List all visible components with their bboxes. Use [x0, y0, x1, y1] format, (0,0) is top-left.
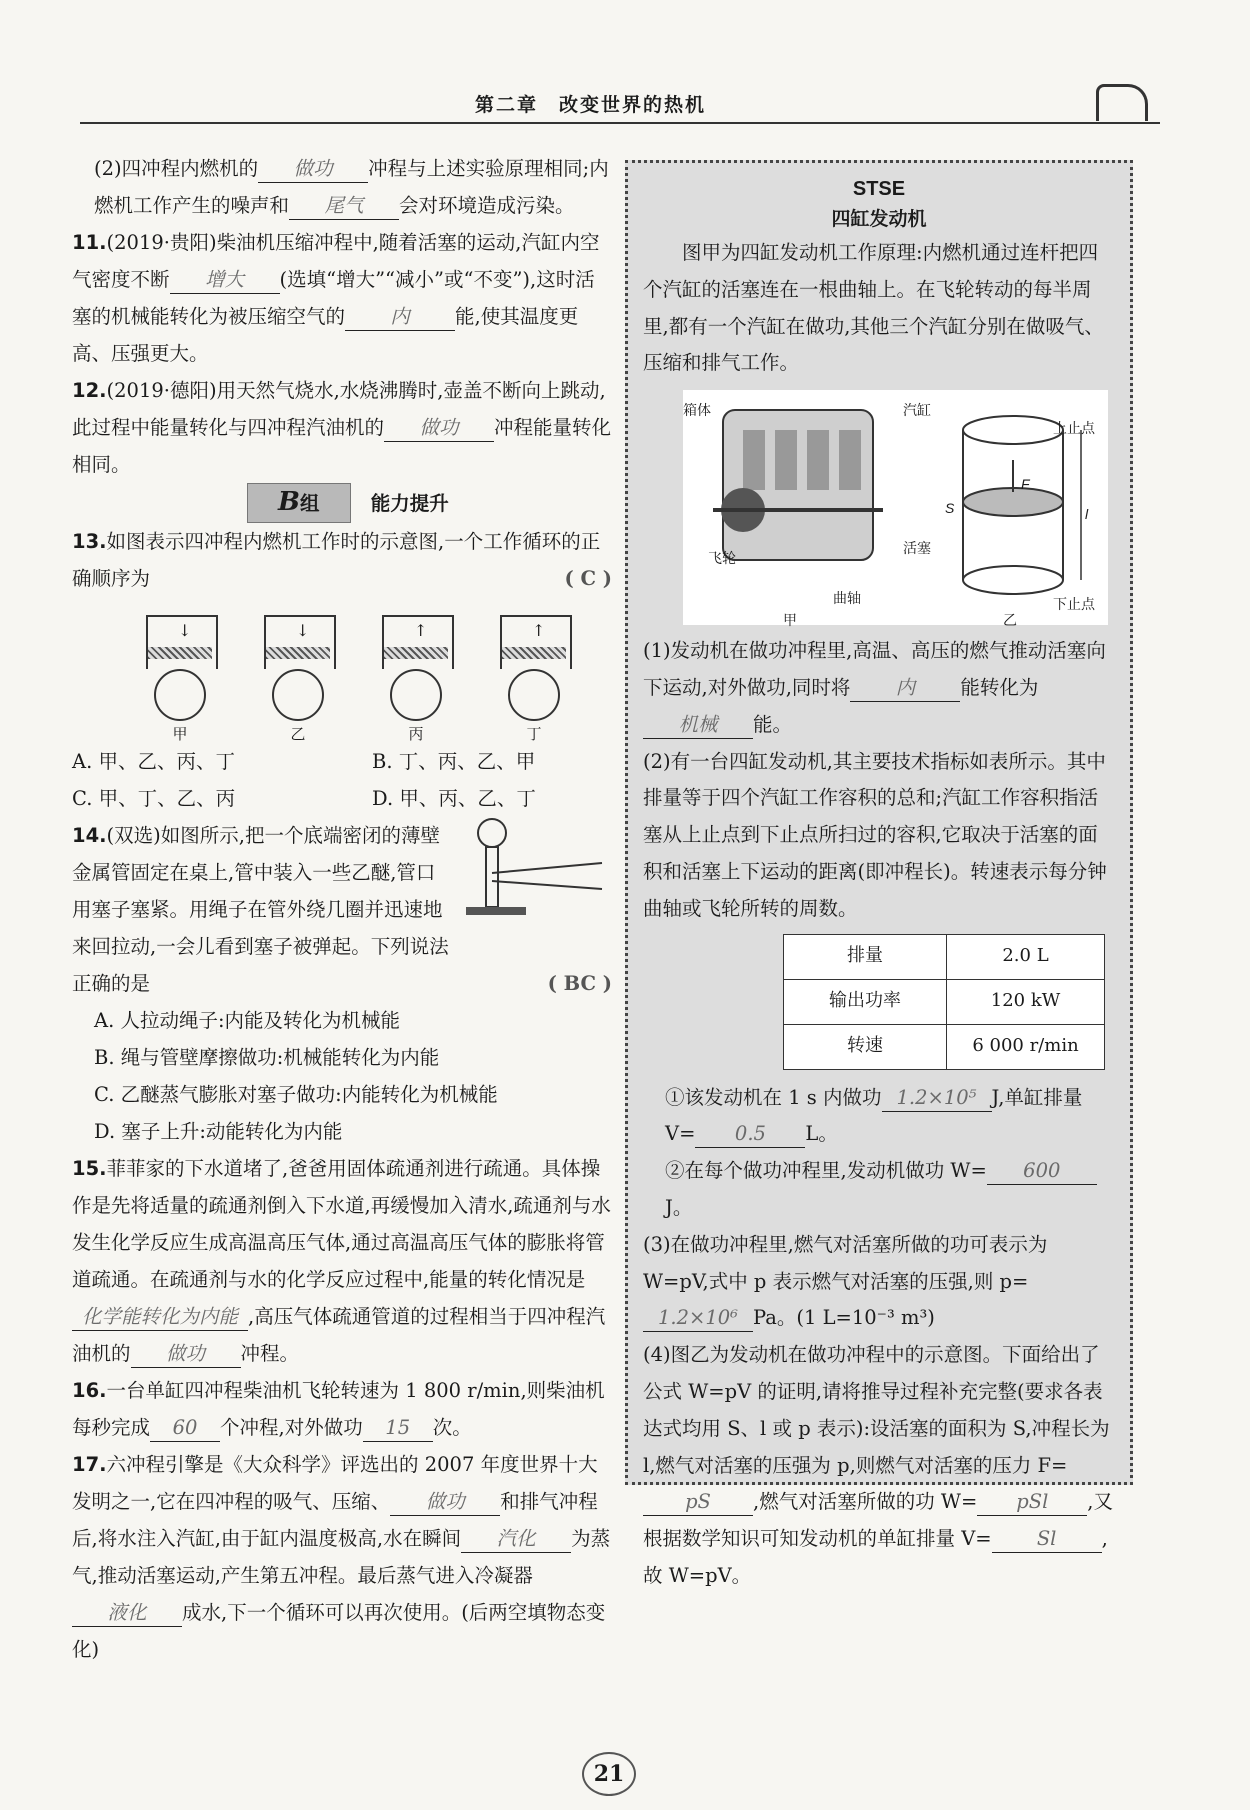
- engine-figure: 箱体 飞轮 曲轴 甲 汽缸 上止点 S F l 活塞 下止点 乙: [683, 390, 1108, 625]
- option: A. 人拉动绳子:内能及转化为机械能: [94, 1009, 401, 1032]
- microscope-logo-icon: [1096, 84, 1148, 121]
- answer-blank[interactable]: 增大: [170, 267, 280, 294]
- stse-part-4: (4)图乙为发动机在做功冲程中的示意图。下面给出了公式 W=pV 的证明,请将推导过程补充完整(要求各表达式均用 S、l 或 p 表示):设活塞的面积为 S,冲程长为 l,燃气对活塞的压强为 p,则燃气对活塞的压力 F=pS ,燃气对活塞所做的功 W= pSl ,又根据数学知识可知发动机的单缸排量 V= Sl ,故 W=pV。: [643, 1343, 1113, 1587]
- table-row: 转速 6 000 r/min: [784, 1024, 1105, 1069]
- question-10-part-2: (2)四冲程内燃机的 做功 冲程与上述实验原理相同;内燃机工作产生的噪声和 尾气 会对环境造成污染。: [72, 150, 612, 224]
- question-13-options: [72, 743, 612, 817]
- answer-blank[interactable]: 15: [363, 1415, 433, 1442]
- arrow-up-icon: ↑: [414, 621, 428, 640]
- option: D. 甲、丙、乙、丁: [372, 787, 536, 810]
- chapter-title: 第二章 改变世界的热机: [475, 94, 707, 116]
- stse-part-3: (3)在做功冲程里,燃气对活塞所做的功可表示为 W=pV,式中 p 表示燃气对活塞的压强,则 p=1.2×10⁶ Pa。(1 L=10⁻³ m³): [643, 1227, 1115, 1337]
- option: A. 甲、乙、丙、丁: [72, 750, 235, 773]
- answer-blank[interactable]: 汽化: [461, 1526, 571, 1553]
- answer-blank[interactable]: 化学能转化为内能: [72, 1304, 248, 1331]
- answer-blank[interactable]: 内: [345, 304, 455, 331]
- answer-blank[interactable]: 做功: [384, 415, 494, 442]
- page-number: 21: [582, 1752, 636, 1796]
- answer-blank[interactable]: 内: [850, 675, 960, 702]
- arrow-down-icon: ↓: [296, 621, 310, 640]
- stse-intro: 图甲为四缸发动机工作原理:内燃机通过连杆把四个汽缸的活塞连在一根曲轴上。在飞轮转动的每半周里,都有一个汽缸在做功,其他三个汽缸分别在做吸气、压缩和排气工作。: [643, 241, 1104, 375]
- left-column: [72, 150, 612, 1668]
- question-15: 15.菲菲家的下水道堵了,爸爸用固体疏通剂进行疏通。具体操作是先将适量的疏通剂倒入下水道,再缓慢加入清水,疏通剂与水发生化学反应生成高温高压气体,通过高温高压气体的膨胀将管道疏通。在疏通剂与水的化学反应过程中,能量的转化情况是化学能转化为内能 ,高压气体疏通管道的过程相当于四冲程汽油机的 做功 冲程。: [72, 1150, 612, 1372]
- engine-diagram: ↓ 乙: [250, 603, 346, 738]
- stse-part-1: (1)发动机在做功冲程里,高温、高压的燃气推动活塞向下运动,对外做功,同时将 内 能转化为机械 能。: [643, 633, 1115, 743]
- question-12: 12.(2019·德阳)用天然气烧水,水烧沸腾时,壶盖不断向上跳动,此过程中能量转化与四冲程汽油机的 做功 冲程能量转化相同。: [72, 379, 612, 476]
- table-row: 排量 2.0 L: [784, 934, 1105, 979]
- option: C. 甲、丁、乙、丙: [72, 787, 236, 810]
- question-17: 17.六冲程引擎是《大众科学》评选出的 2007 年度世界十大发明之一,它在四冲程的吸气、压缩、 做功 和排气冲程后,将水注入汽缸,由于缸内温度极高,水在瞬间 汽化 为蒸气,推动活塞运动,产生第五冲程。最后蒸气进入冷凝器液化 成水,下一个循环可以再次使用。(后两空填物态变化): [72, 1453, 611, 1661]
- answer-blank[interactable]: 0.5: [695, 1121, 805, 1148]
- answer-blank[interactable]: 做功: [258, 156, 368, 183]
- answer-blank[interactable]: pSl: [977, 1489, 1087, 1516]
- engine-diagram: ↑ 丁: [486, 603, 582, 738]
- question-14: 14.(双选)如图所示,把一个底端密闭的薄壁金属管固定在桌上,管中装入一些乙醚,管口用塞子塞紧。用绳子在管外绕几圈并迅速地来回拉动,一会儿看到塞子被弹起。下列说法正确的是 ( BC ): [72, 817, 612, 1002]
- answer-blank[interactable]: pS: [643, 1489, 753, 1516]
- stse-part-2b: ②在每个做功冲程里,发动机做功 W= 600J。: [643, 1153, 1115, 1227]
- answer-blank[interactable]: 1.2×10⁵: [882, 1085, 992, 1112]
- option: B. 丁、丙、乙、甲: [372, 750, 536, 773]
- answer-blank[interactable]: 60: [150, 1415, 220, 1442]
- answer-blank[interactable]: 液化: [72, 1600, 182, 1627]
- answer-blank[interactable]: 600: [987, 1158, 1097, 1185]
- group-badge: B组: [247, 483, 351, 523]
- table-row: 输出功率 120 kW: [784, 979, 1105, 1024]
- stse-label: STSE: [852, 178, 906, 200]
- arrow-down-icon: ↓: [178, 621, 192, 640]
- answer-mark: ( C ): [564, 567, 612, 590]
- answer-blank[interactable]: 尾气: [289, 193, 399, 220]
- arrow-up-icon: ↑: [532, 621, 546, 640]
- option: B. 绳与管壁摩擦做功:机械能转化为内能: [94, 1046, 440, 1069]
- group-heading: B组 能力提升: [72, 483, 612, 523]
- question-16: 16.一台单缸四冲程柴油机飞轮转速为 1 800 r/min,则柴油机每秒完成 60 个冲程,对外做功 15 次。: [72, 1372, 612, 1446]
- answer-blank[interactable]: 1.2×10⁶: [643, 1305, 753, 1332]
- option: C. 乙醚蒸气膨胀对塞子做功:内能转化为机械能: [94, 1083, 498, 1106]
- answer-blank[interactable]: 做功: [390, 1489, 500, 1516]
- answer-mark: ( BC ): [547, 972, 612, 995]
- answer-blank[interactable]: 做功: [131, 1341, 241, 1368]
- stse-title: 四缸发动机: [831, 208, 927, 230]
- answer-blank[interactable]: Sl: [992, 1526, 1102, 1553]
- engine-diagram: ↑ 丙: [368, 603, 464, 738]
- stse-part-2: (2)有一台四缸发动机,其主要技术指标如表所示。其中排量等于四个汽缸工作容积的总和;汽缸工作容积指活塞从上止点到下止点所扫过的容积,它取决于活塞的面积和活塞上下运动的距离(即冲程长)。转速表示每分钟曲轴或飞轮所转的周数。: [643, 749, 1107, 920]
- question-11: 11.(2019·贵阳)柴油机压缩冲程中,随着活塞的运动,汽缸内空气密度不断 增大 (选填“增大”“减小”或“不变”),这时活塞的机械能转化为被压缩空气的 内 能,使其温度更高、压强更大。: [72, 231, 600, 365]
- engine-stroke-figure: [132, 603, 612, 743]
- metal-pipe-figure: [462, 811, 612, 941]
- stse-part-2a: ①该发动机在 1 s 内做功 1.2×10⁵ J,单缸排量 V= 0.5 L。: [643, 1080, 1115, 1154]
- engine-diagram: ↓ 甲: [132, 603, 228, 738]
- stse-box: [625, 160, 1133, 1587]
- answer-blank[interactable]: 机械: [643, 712, 753, 739]
- question-13: 13.如图表示四冲程内燃机工作时的示意图,一个工作循环的正确顺序为 ( C ): [72, 523, 612, 597]
- engine-spec-table: [783, 934, 1105, 1070]
- option: D. 塞子上升:动能转化为内能: [94, 1120, 343, 1143]
- page-header: [80, 84, 1160, 124]
